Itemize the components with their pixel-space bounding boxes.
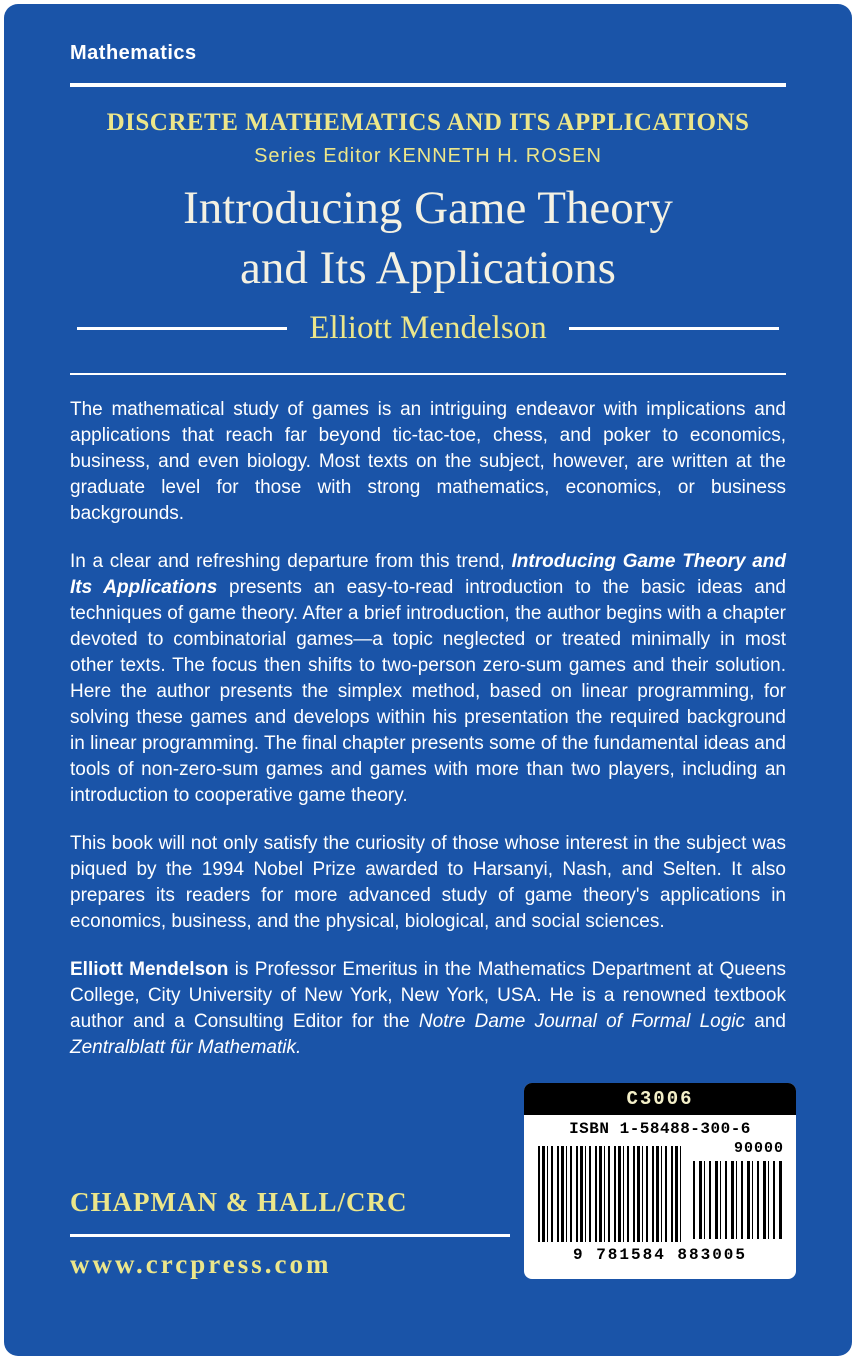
book-title-line2: and Its Applications [240, 242, 616, 295]
blurb-paragraph-2 [70, 549, 786, 809]
series-editor: Series Editor KENNETH H. ROSEN [254, 145, 602, 167]
barcode-addon [693, 1140, 784, 1239]
author-rule-right [569, 327, 779, 330]
isbn-text: ISBN 1-58488-300-6 [569, 1120, 751, 1138]
p4-author-bold: Elliott Mendelson [70, 959, 229, 981]
series-title: DISCRETE MATHEMATICS AND ITS APPLICATIONS [106, 109, 750, 136]
book-back-cover [4, 4, 852, 1356]
barcode-price-code: 90000 [733, 1140, 784, 1157]
book-title-line1: Introducing Game Theory [183, 182, 673, 234]
barcode-panel [524, 1083, 796, 1279]
author-name: Elliott Mendelson [309, 310, 547, 347]
category-label: Mathematics [70, 42, 197, 64]
author-rule-left [77, 327, 287, 330]
p2-book-title-emphasis: Introducing Game Theory and Its Applications [70, 551, 787, 599]
publisher-block [70, 1187, 510, 1280]
p4-journal-1: Notre Dame Journal of Formal Logic [418, 1011, 746, 1033]
book-title [70, 178, 786, 298]
barcode-category-code: C3006 [524, 1083, 796, 1115]
blurb-paragraph-3: This book will not only satisfy the curiosity of those whose interest in the subject was piqued by the 1994 Nobel Prize awarded to Harsanyi, Nash, and Selten. It also prepares its readers for more advanced study of game theory's applications in economics, business, and the physical, biological, and social sciences. [70, 833, 786, 933]
p2-text-post: presents an easy-to-read introduction to the basic ideas and techniques of game theory. After a brief introduction, the author begins with a chapter devoted to combinatorial games—a topic neglected or treated minimally in most other texts. The focus then shifts to two-person zero-sum games and their solution. Here the author presents the simplex method, based on linear programming, for solving these games and develops within his presentation the required background in linear programming. The final chapter presents some of the fundamental ideas and tools of non-zero-sum games and games with more than two players, including an introduction to cooperative game theory. [70, 577, 786, 807]
publisher-name: CHAPMAN & HALL/CRC [70, 1187, 408, 1217]
publisher-website: www.crcpress.com [70, 1249, 332, 1279]
publisher-rule [70, 1234, 510, 1237]
blurb-paragraph-1: The mathematical study of games is an intriguing endeavor with implications and applications that reach far beyond tic-tac-toe, chess, and poker to economics, business, and even biology. Most texts on the subject, however, are written at the graduate level for those with strong mathematics, economics, or business backgrounds. [70, 399, 786, 525]
p4-journal-2: Zentralblatt für Mathematik. [70, 1037, 302, 1059]
barcode-ean-digits: 9 781584 883005 [572, 1246, 748, 1264]
p2-text-pre: In a clear and refreshing departure from this trend, [70, 551, 512, 573]
barcode-addon-bars [693, 1161, 784, 1239]
cover-content [4, 4, 852, 1061]
barcode-bars-row [524, 1138, 796, 1244]
p4-text-1: is Professor Emeritus in the Mathematics Department at Queens College, City University of New York, New York, USA. He is a renowned textbook author and a Consulting Editor for the [70, 959, 787, 1033]
blurb-paragraph-4 [70, 957, 786, 1061]
p4-text-2: and [745, 1011, 787, 1033]
barcode-main-bars [538, 1146, 683, 1242]
author-row [70, 310, 786, 347]
blurb-divider-rule [70, 373, 786, 375]
header-rule [70, 83, 786, 87]
